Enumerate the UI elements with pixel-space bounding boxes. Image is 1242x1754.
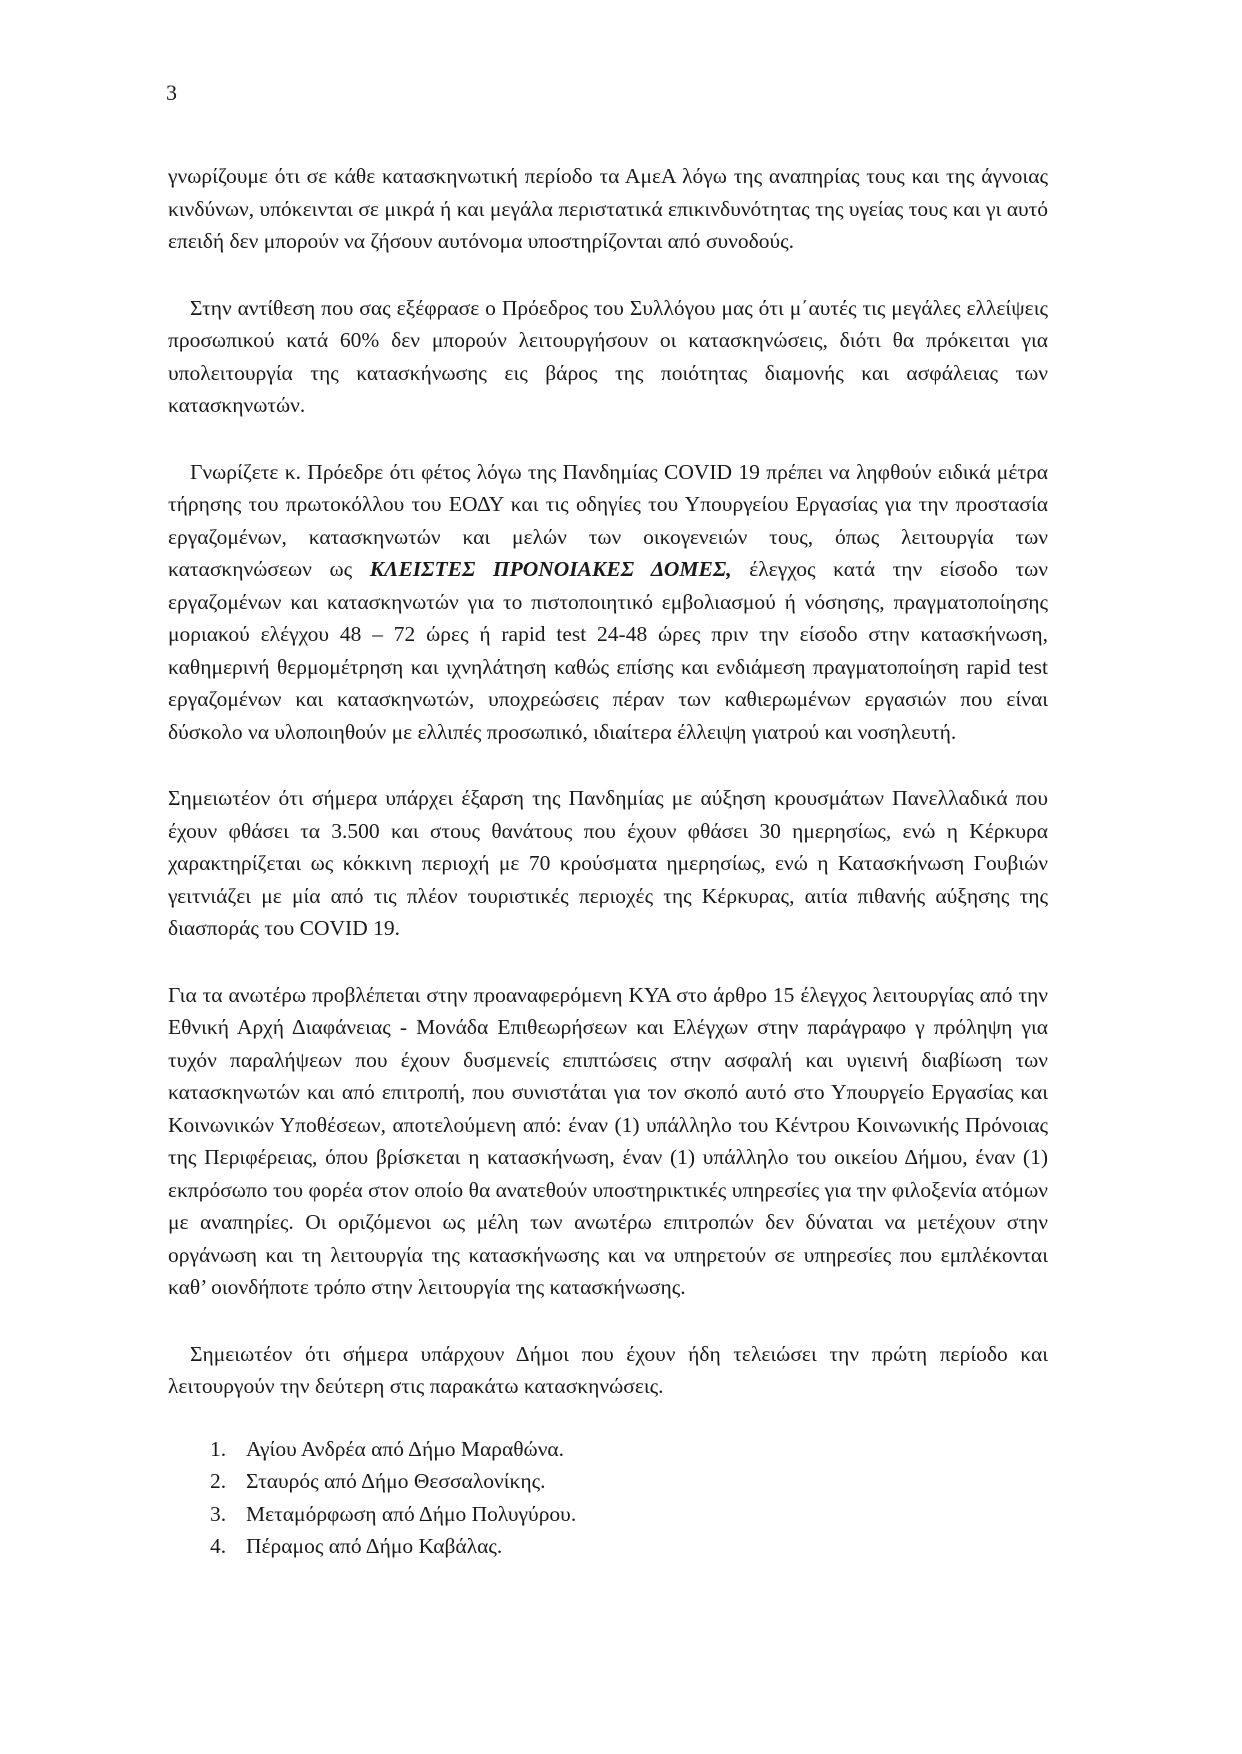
paragraph-4: Σημειωτέον ότι σήμερα υπάρχει έξαρση της Πανδημίας με αύξηση κρουσμάτων Πανελλαδικά που έχουν φθάσει τα 3.500 και στους θανάτους που έχουν φθάσει 30 ημερησίως, ενώ η Κέρκυρα χαρακτηρίζεται ως κόκκινη περιοχή με 70 κρούσματα ημερησίως, ενώ η Κατασκήνωση Γουβιών γειτνιάζει με μία από τις πλέον τουριστικές περιοχές της Κέρκυρας, αιτία πιθανής αύξησης της διασποράς του COVID 19. xyxy=(168,786,1048,940)
paragraph-2: Στην αντίθεση που σας εξέφρασε ο Πρόεδρος του Συλλόγου μας ότι μ΄αυτές τις μεγάλες ελλείψεις προσωπικού κατά 60% δεν μπορούν λειτουργήσουν οι κατασκηνώσεις, διότι θα πρόκειται για υπολειτουργία της κατασκήνωσης εις βάρος της ποιότητας διαμονής και ασφάλειας των κατασκηνωτών. xyxy=(168,295,1048,417)
page-number: 3 xyxy=(166,80,177,105)
list-item-text: Πέραμος από Δήμο Καβάλας. xyxy=(246,1534,503,1558)
paragraph-3-text-start: Γνωρίζετε κ. Πρόεδρε ότι φέτος λόγω της Πανδημίας COVID 19 πρέπει να ληφθούν ειδικά μέτρα τήρησης του πρωτοκόλλου του ΕΟΔΥ και τις οδηγίες του Υπουργείου Εργασίας για την προστασία εργαζομένων, κατασκηνωτών και μελών των οικογενειών τους, όπως λειτουργία των κατασκηνώσεων ως xyxy=(168,459,1048,581)
paragraph-3-text-end: έλεγχος κατά την είσοδο των εργαζομένων και κατασκηνωτών για το πιστοποιητικό εμβολιασμού ή νόσησης, πραγματοποίησης μοριακού ελέγχου 48 – 72 ώρες ή rapid test 24-48 ώρες πριν την είσοδο στην κατασκήνωση, καθημερινή θερμομέτρηση και ιχνηλάτηση καθώς επίσης και ενδιάμεση πραγματοποίηση rapid test εργαζομένων και κατασκηνωτών, υποχρεώσεις πέραν των καθιερωμένων εργασιών που είναι δύσκολο να υλοποιηθούν με ελλιπές προσωπικό, ιδιαίτερα έλλειψη γιατρού και νοσηλευτή. xyxy=(168,557,1048,744)
paragraph-1: γνωρίζουμε ότι σε κάθε κατασκηνωτική περίοδο τα ΑμεΑ λόγω της αναπηρίας τους και της άγνοιας κινδύνων, υπόκεινται σε μικρά ή και μεγάλα περιστατικά επικινδυνότητας της υγείας τους και γι αυτό επειδή δεν μπορούν να ζήσουν αυτόνομα υποστηρίζονται από συνοδούς. xyxy=(168,164,1048,253)
paragraph-5: Για τα ανωτέρω προβλέπεται στην προαναφερόμενη ΚΥΑ στο άρθρο 15 έλεγχος λειτουργίας από την Εθνική Αρχή Διαφάνειας - Μονάδα Επιθεωρήσεων και Ελέγχων στην παράγραφο γ πρόληψη για τυχόν παραλήψεων που έχουν δυσμενείς επιπτώσεις στην ασφαλή και υγιεινή διαβίωση των κατασκηνωτών και από επιτροπή, που συνιστάται για τον σκοπό αυτό στο Υπουργείο Εργασίας και Κοινωνικών Υποθέσεων, αποτελούμενη από: έναν (1) υπάλληλο του Κέντρου Κοινωνικής Πρόνοιας της Περιφέρειας, όπου βρίσκεται η κατασκήνωση, έναν (1) υπάλληλο του οικείου Δήμου, έναν (1) εκπρόσωπο του φορέα στον οποίο θα ανατεθούν υποστηρικτικές υπηρεσίες για την φιλοξενία ατόμων με αναπηρίες. Οι οριζόμενοι ως μέλη των ανωτέρω επιτροπών δεν δύναται να μετέχουν στην οργάνωση και τη λειτουργία της κατασκήνωσης και να υπηρετούν σε υπηρεσίες που εμπλέκονται καθ’ οιονδήποτε τρόπο στην λειτουργία της κατασκήνωσης. xyxy=(168,982,1048,1299)
paragraph-3 xyxy=(168,456,1048,749)
list-item-text: Σταυρός από Δήμο Θεσσαλονίκης. xyxy=(246,1469,546,1493)
list-item-number: 1. xyxy=(210,1436,227,1461)
document-body xyxy=(168,160,1048,1563)
list-item-number: 3. xyxy=(210,1501,227,1526)
list-item xyxy=(168,1498,1048,1531)
list-item-text: Αγίου Ανδρέα από Δήμο Μαραθώνα. xyxy=(246,1436,565,1461)
camps-list xyxy=(168,1433,1048,1563)
list-item-number: 2. xyxy=(210,1469,227,1493)
paragraph-6: Σημειωτέον ότι σήμερα υπάρχουν Δήμοι που έχουν ήδη τελειώσει την πρώτη περίοδο και λειτουργούν την δεύτερη στις παρακάτω κατασκηνώσεις. xyxy=(168,1341,1048,1398)
list-item xyxy=(168,1465,1048,1498)
list-item-text: Μεταμόρφωση από Δήμο Πολυγύρου. xyxy=(246,1501,577,1526)
list-item xyxy=(168,1530,1048,1563)
paragraph-3-emphasis: ΚΛΕΙΣΤΕΣ ΠΡΟΝΟΙΑΚΕΣ ΔΟΜΕΣ, xyxy=(369,557,732,581)
list-item xyxy=(168,1433,1048,1466)
list-item-number: 4. xyxy=(210,1534,227,1558)
